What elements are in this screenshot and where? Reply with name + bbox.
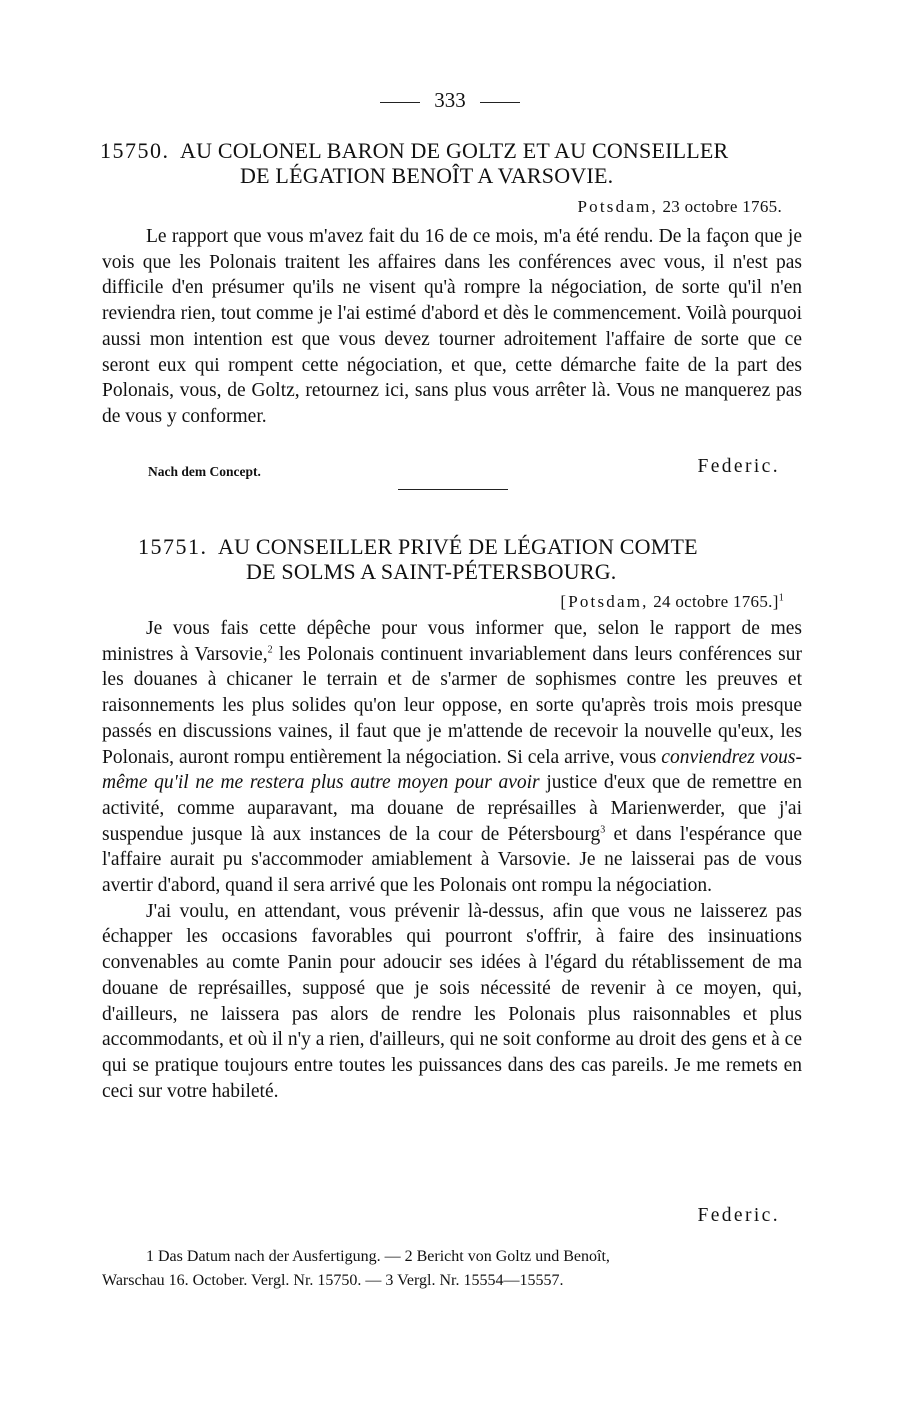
header-rule-left	[380, 102, 420, 103]
letter-title-line2: DE LÉGATION BENOÎT A VARSOVIE.	[240, 163, 614, 188]
paragraph-text: et dans l'espérance que l'affaire aurait pu s'accommoder amiablement à Varsovie. Je ne laisserai pas de vous avertir d'abord, quand il sera arrivé que les Polonais ont rompu la négociation.	[102, 823, 802, 897]
footnotes	[102, 1245, 802, 1293]
letter-15750-dateline	[577, 197, 782, 217]
letter-title-line2: DE SOLMS A SAINT-PÉTERSBOURG.	[246, 559, 617, 584]
letter-paragraph	[102, 616, 802, 899]
signature: Federic.	[697, 1205, 780, 1226]
source-note: Nach dem Concept.	[148, 464, 261, 479]
paragraph-text: justice d'eux que de remettre en activité, comme auparavant, ma douane de représailles à Marienwerder, que j'ai suspendue jusque là aux instances de la cour de Pétersbourg	[102, 772, 802, 845]
footnote-ref-1: 1	[778, 592, 784, 604]
paragraph-italic-text: conviendrez vous-même qu'il ne me restera plus autre moyen pour avoir	[102, 746, 802, 794]
section-divider	[398, 489, 508, 490]
letter-15750-heading	[100, 138, 810, 188]
letter-number: 15751.	[138, 534, 208, 559]
footnote-line: 1 Das Datum nach der Ausfertigung. — 2 Bericht von Goltz und Benoît,	[146, 1248, 610, 1265]
dateline-date: 24 octobre 1765.]	[653, 592, 779, 611]
letter-15751-dateline	[560, 592, 784, 612]
letter-number: 15750.	[100, 138, 170, 163]
letter-15750-body	[102, 224, 802, 430]
signature: Federic.	[697, 456, 780, 477]
paragraph-text: Je vous fais cette dépêche pour vous informer que, selon le rapport de mes ministres à Varsovie,	[102, 618, 802, 665]
letter-paragraph: J'ai voulu, en attendant, vous prévenir là-dessus, afin que vous ne laisserez pas échapper les occasions favorables qui pourront s'offrir, à faire des insinuations convenables au comte Panin pour adoucir ses idées à l'égard du rétablissement de ma douane de représailles, supposé que je sois nécessité de revenir à ce moyen, qui, d'ailleurs, ne laissera pas alors de rendre les Polonais plus raisonnables et plus accommodants, et où il n'y a rien, d'ailleurs, qui ne soit conforme au droit des gens et à ce qui se pratique toujours entre toutes les puissances dans des cas pareils. Je me remets en ceci sur votre habileté.	[102, 900, 802, 1102]
letter-15751-body	[102, 616, 802, 1104]
page-header	[0, 88, 900, 113]
dateline-date: 23 octobre 1765.	[662, 197, 782, 216]
footnote-ref-3: 3	[600, 824, 606, 836]
footnote-ref-2: 2	[267, 644, 273, 656]
header-rule-right	[480, 102, 520, 103]
page-number: 333	[434, 88, 466, 112]
letter-title-line1: AU CONSEILLER PRIVÉ DE LÉGATION COMTE	[218, 534, 698, 559]
dateline-place: Potsdam,	[577, 197, 658, 216]
letter-paragraph: Le rapport que vous m'avez fait du 16 de ce mois, m'a été rendu. De la façon que je vois que les Polonais traitent les affaires dans les conférences avec vous, il n'est pas difficile d'en présumer qu'ils ne visent qu'à rompre la négociation, de sorte qu'il n'en reviendra rien, tout comme je l'ai estimé d'abord et dès le commencement. Voilà pourquoi aussi mon intention est que vous devez tourner adroitement l'affaire de sorte que ce seront eux qui rompent cette négociation, et que, cette démarche faite de la part des Polonais, vous, de Goltz, retournez ici, sans plus vous arrêter là. Vous ne manquerez pas de vous y conformer.	[102, 226, 802, 427]
paragraph-text: les Polonais continuent invariablement dans leurs conférences sur les douanes à chicaner le terrain et de s'armer de sophismes contre les preuves et raisonnements les plus solides qu'on leur oppose, en sorte qu'après trois mois presque passés en discussions vaines, il faut que je m'attende de recevoir la nouvelle qu'eux, les Polonais, auront rompu entièrement la négociation. Si cela arrive, vous	[102, 643, 803, 768]
dateline-place: [Potsdam,	[560, 592, 649, 611]
footnote-line: Warschau 16. October. Vergl. Nr. 15750. — 3 Vergl. Nr. 15554—15557.	[102, 1272, 564, 1289]
letter-title-line1: AU COLONEL BARON DE GOLTZ ET AU CONSEILLER	[180, 138, 729, 163]
letter-15751-heading	[100, 534, 810, 584]
